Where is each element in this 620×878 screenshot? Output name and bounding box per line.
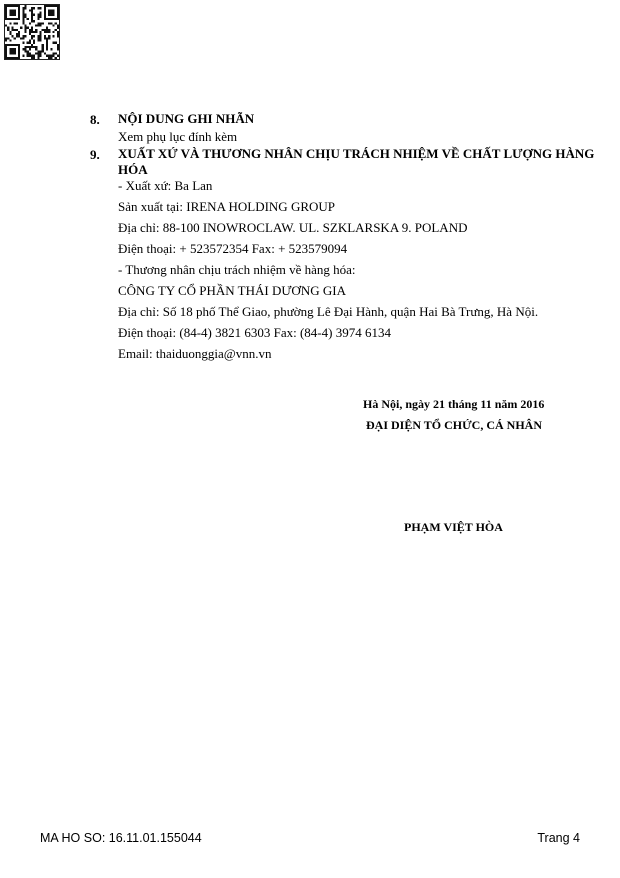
company-phone-line: Điện thoại: (84-4) 3821 6303 Fax: (84-4) 3974 6134 (118, 325, 391, 340)
page-number: Trang 4 (537, 831, 580, 845)
qr-code-icon (4, 4, 60, 60)
section-8-number: 8. (90, 112, 100, 127)
signature-title: ĐẠI DIỆN TỔ CHỨC, CÁ NHÂN (366, 418, 543, 432)
company-name-line: CÔNG TY CỔ PHẦN THÁI DƯƠNG GIA (118, 283, 346, 298)
section-8-title: NỘI DUNG GHI NHÃN (118, 111, 255, 126)
signature-date: Hà Nội, ngày 21 tháng 11 năm 2016 (363, 397, 545, 411)
company-address-line: Địa chỉ: Số 18 phố Thể Giao, phường Lê Đại Hành, quận Hai Bà Trưng, Hà Nội. (118, 304, 539, 319)
section-9-number: 9. (90, 147, 100, 162)
manufacturer-address-line: Địa chỉ: 88-100 INOWROCLAW. UL. SZKLARSKA 9. POLAND (118, 220, 468, 235)
responsible-trader-heading: - Thương nhân chịu trách nhiệm về hàng hóa: (118, 262, 356, 277)
signer-name: PHẠM VIỆT HÒA (404, 520, 503, 534)
section-9-title: XUẤT XỨ VÀ THƯƠNG NHÂN CHỊU TRÁCH NHIỆM VỀ CHẤT LƯỢNG HÀNG HÓA (118, 146, 595, 177)
manufacturer-phone-line: Điện thoại: + 523572354 Fax: + 523579094 (118, 241, 348, 256)
section-8-body: Xem phụ lục đính kèm (118, 129, 238, 144)
manufacturer-line: Sản xuất tại: IRENA HOLDING GROUP (118, 199, 336, 214)
company-email-line: Email: thaiduonggia@vnn.vn (118, 346, 272, 361)
origin-line: - Xuất xứ: Ba Lan (118, 178, 213, 193)
dossier-code: MA HO SO: 16.11.01.155044 (40, 831, 202, 845)
